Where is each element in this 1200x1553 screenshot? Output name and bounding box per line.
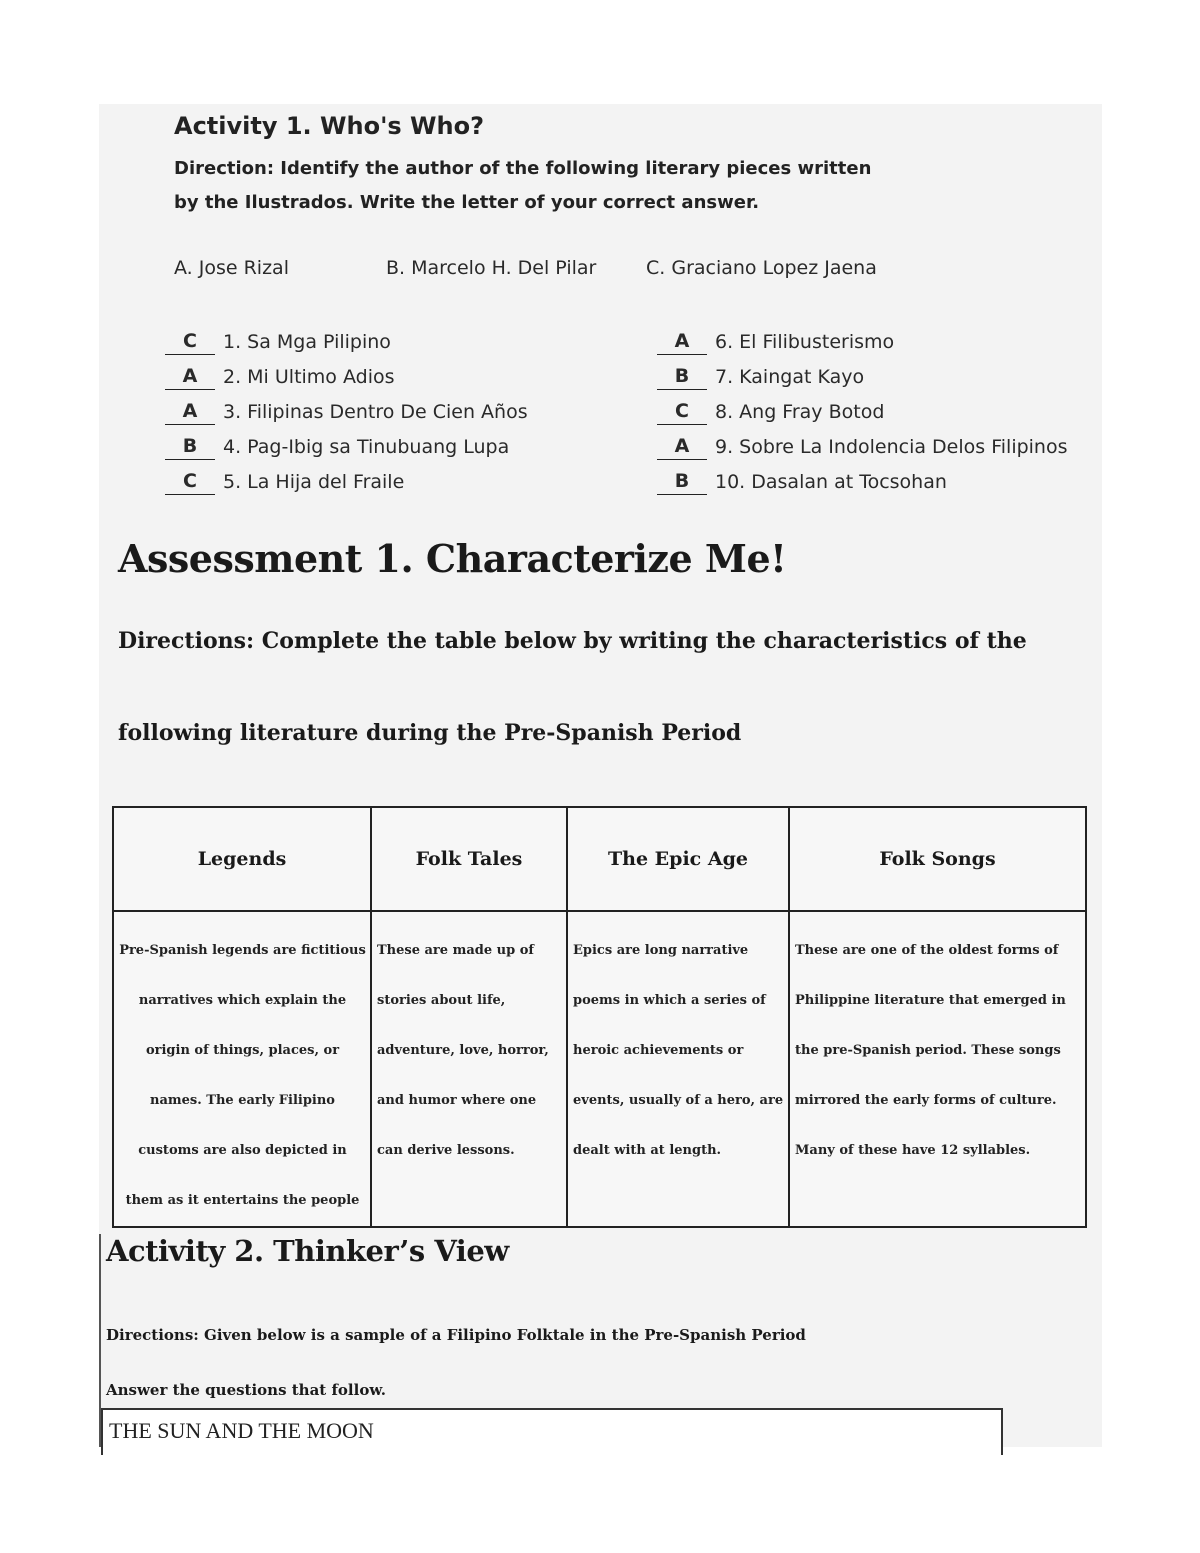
assessment1-title: Assessment 1. Characterize Me! [118,536,787,581]
item-text: 9. Sobre La Indolencia Delos Filipinos [715,435,1068,458]
activity1-direction: Direction: Identify the author of the following literary pieces written by the Ilustrados. Write the letter of your correct answer. [174,158,872,213]
story-title: THE SUN AND THE MOON [109,1418,374,1443]
item-text: 2. Mi Ultimo Adios [223,365,395,388]
answer-blank[interactable]: A [165,363,215,390]
activity2-direction-line1: Directions: Given below is a sample of a Filipino Folktale in the Pre-Spanish Period [106,1326,806,1344]
answer-blank[interactable]: C [657,398,707,425]
answer-blank[interactable]: B [657,468,707,495]
table-header-row [113,807,1086,911]
answer-blank[interactable]: C [165,328,215,355]
activity2-title: Activity 2. Thinker’s View [106,1234,509,1268]
choice-c: C. Graciano Lopez Jaena [646,257,877,279]
list-item [657,394,1068,429]
items-right-list [657,324,1068,499]
header-folk-songs: Folk Songs [789,807,1086,911]
list-item [657,464,1068,499]
item-text: 7. Kaingat Kayo [715,365,865,388]
list-item [165,324,528,359]
item-text: 8. Ang Fray Botod [715,400,885,423]
assessment1-direction-line2: following literature during the Pre-Spanish Period [118,720,742,746]
list-item [657,359,1068,394]
answer-blank[interactable]: B [657,363,707,390]
story-box [101,1408,1003,1455]
answer-blank[interactable]: B [165,433,215,460]
activity1-title: Activity 1. Who's Who? [174,112,485,140]
answer-blank[interactable]: A [657,328,707,355]
list-item [165,464,528,499]
activity2-direction-line2: Answer the questions that follow. [106,1381,386,1399]
item-text: 3. Filipinas Dentro De Cien Años [223,400,528,423]
cell-legends[interactable]: Pre-Spanish legends are fictitious narratives which explain the origin of things, places, or names. The early Filipino customs are also depicted in them as it entertains the people [113,911,371,1227]
answer-blank[interactable]: C [165,468,215,495]
item-text: 10. Dasalan at Tocsohan [715,470,947,493]
list-item [165,429,528,464]
header-legends: Legends [113,807,371,911]
cell-folk-tales[interactable]: These are made up of stories about life, adventure, love, horror, and humor where one can derive lessons. [371,911,567,1227]
cell-epic-age[interactable]: Epics are long narrative poems in which a series of heroic achievements or events, usually of a hero, are dealt with at length. [567,911,789,1227]
choice-b: B. Marcelo H. Del Pilar [386,257,597,279]
answer-blank[interactable]: A [165,398,215,425]
list-item [165,359,528,394]
list-item [657,324,1068,359]
item-text: 6. El Filibusterismo [715,330,895,353]
list-item [657,429,1068,464]
items-left-list [165,324,528,499]
header-folk-tales: Folk Tales [371,807,567,911]
list-item [165,394,528,429]
table-row [113,911,1086,1227]
item-text: 4. Pag-Ibig sa Tinubuang Lupa [223,435,510,458]
header-epic-age: The Epic Age [567,807,789,911]
cell-folk-songs[interactable]: These are one of the oldest forms of Philippine literature that emerged in the pre-Spanish period. These songs mirrored the early forms of culture. Many of these have 12 syllables. [789,911,1086,1227]
assessment1-direction-line1: Directions: Complete the table below by writing the characteristics of the [118,628,1027,654]
characteristics-table [112,806,1087,1228]
item-text: 1. Sa Mga Pilipino [223,330,391,353]
answer-blank[interactable]: A [657,433,707,460]
choice-a: A. Jose Rizal [174,257,289,279]
item-text: 5. La Hija del Fraile [223,470,405,493]
